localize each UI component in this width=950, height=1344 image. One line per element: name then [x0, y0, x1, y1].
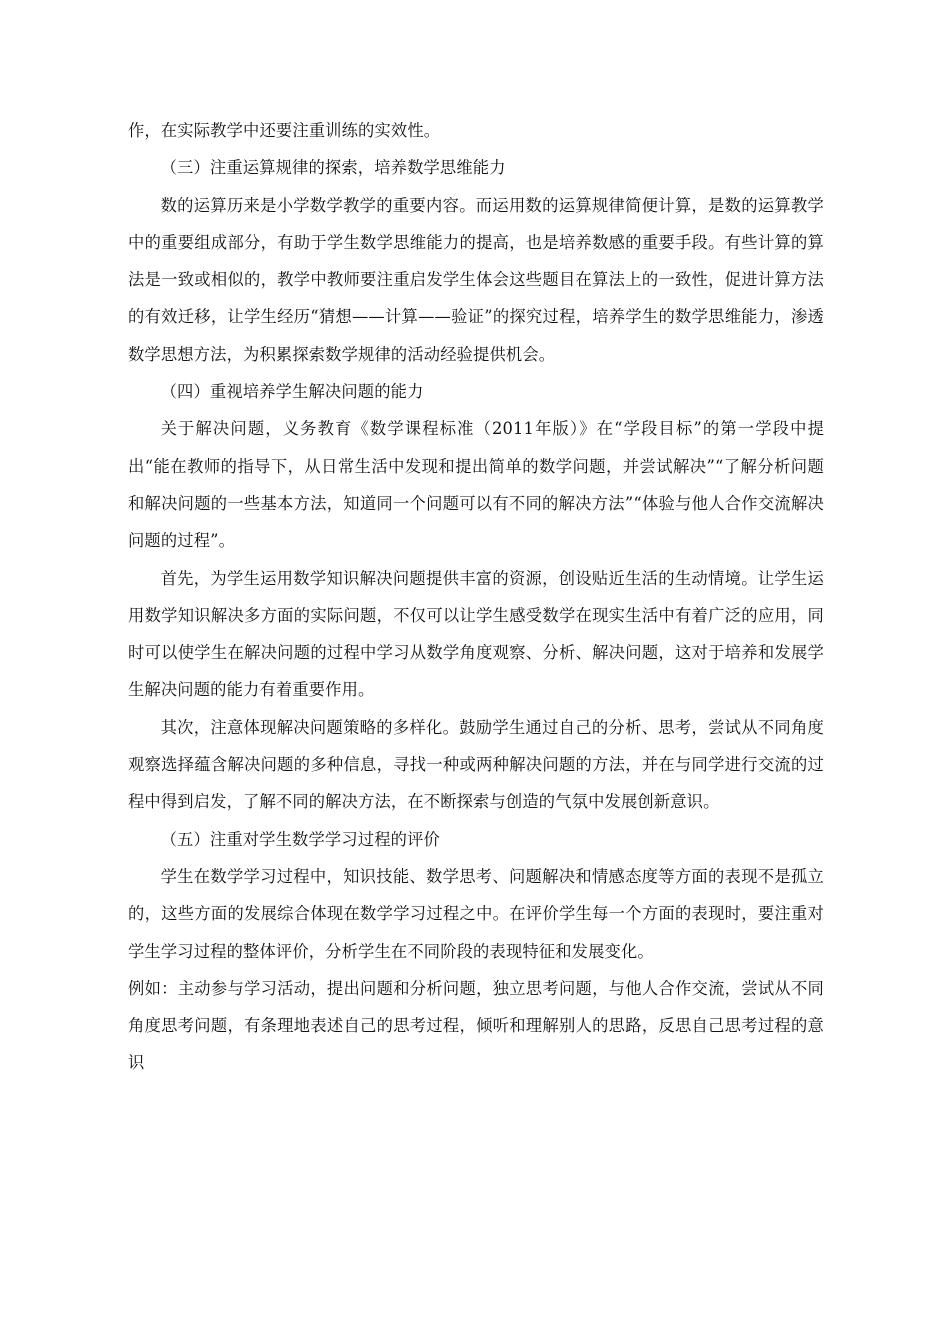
paragraph-example: 例如：主动参与学习活动，提出问题和分析问题，独立思考问题，与他人合作交流，尝试从不同角度思考问题，有条理地表述自己的思考过程，倾听和理解别人的思路，反思自己思考过程的意识 — [128, 978, 824, 1073]
section-heading-5: （五）注重对学生数学学习过程的评价 — [160, 829, 440, 849]
section-heading-4: （四）重视培养学生解决问题的能力 — [160, 382, 424, 402]
document-body — [128, 112, 824, 1082]
paragraph-continuation: 作，在实际教学中还要注重训练的实效性。 — [128, 121, 441, 140]
section-heading-3: （三）注重运算规律的探索，培养数学思维能力 — [160, 158, 506, 178]
paragraph-curriculum-standard: 关于解决问题，义务教育《数学课程标准（2011年版）》在“学段目标”的第一学段中提出“能在教师的指导下，从日常生活中发现和提出简单的数学问题，并尝试解决”“了解分析问题和解决问题的一些基本方法，知道同一个问题可以有不同的解决方法”“体验与他人合作交流解决问题的过程”。 — [128, 419, 824, 551]
paragraph-operation-rules: 数的运算历来是小学数学教学的重要内容。而运用数的运算规律简便计算，是数的运算教学中的重要组成部分，有助于学生数学思维能力的提高，也是培养数感的重要手段。有些计算的算法是一致或相似的，教学中教师要注重启发学生体会这些题目在算法上的一致性，促进计算方法的有效迁移，让学生经历“猜想——计算——验证”的探究过程，培养学生的数学思维能力，渗透数学思想方法，为积累探索数学规律的活动经验提供机会。 — [128, 195, 824, 364]
paragraph-first: 首先，为学生运用数学知识解决问题提供丰富的资源，创设贴近生活的生动情境。让学生运用数学知识解决多方面的实际问题，不仅可以让学生感受数学在现实生活中有着广泛的应用，同时可以使学生在解决问题的过程中学习从数学角度观察、分析、解决问题，这对于培养和发展学生解决问题的能力有着重要作用。 — [128, 568, 824, 700]
paragraph-evaluation: 学生在数学学习过程中，知识技能、数学思考、问题解决和情感态度等方面的表现不是孤立的，这些方面的发展综合体现在数学学习过程之中。在评价学生每一个方面的表现时，要注重对学生学习过程的整体评价，分析学生在不同阶段的表现特征和发展变化。 — [128, 866, 824, 961]
paragraph-second: 其次，注意体现解决问题策略的多样化。鼓励学生通过自己的分析、思考，尝试从不同角度观察选择蕴含解决问题的多种信息，寻找一种或两种解决问题的方法，并在与同学进行交流的过程中得到启发，了解不同的解决方法，在不断探索与创造的气氛中发展创新意识。 — [128, 717, 824, 812]
